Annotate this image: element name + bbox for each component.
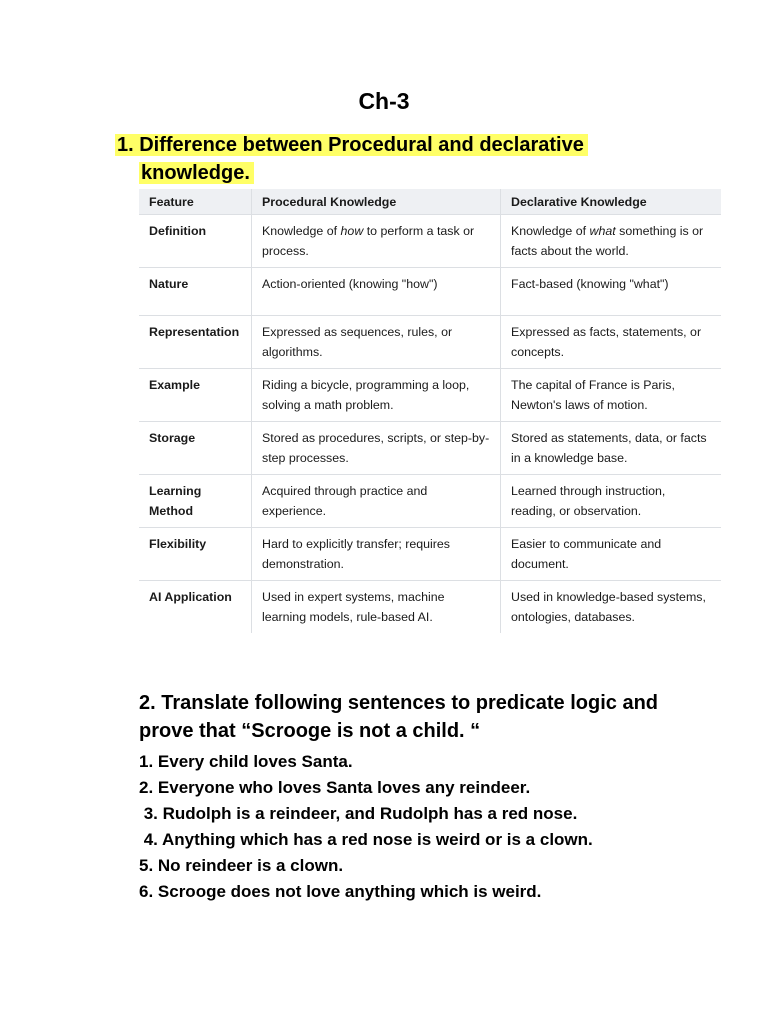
- row-procedural: [252, 215, 501, 268]
- list-item: 5. No reindeer is a clown.: [139, 856, 344, 875]
- row-procedural: Riding a bicycle, programming a loop, solving a math problem.: [252, 369, 501, 422]
- row-procedural: Stored as procedures, scripts, or step-by-step processes.: [252, 422, 501, 475]
- table-row: [139, 422, 721, 475]
- row-declarative: Learned through instruction, reading, or observation.: [501, 475, 722, 528]
- question1-line2: knowledge.: [139, 162, 254, 184]
- list-item: 2. Everyone who loves Santa loves any reindeer.: [139, 778, 531, 797]
- row-feature: Definition: [139, 215, 252, 268]
- table-row: [139, 316, 721, 369]
- text-segment: something is or facts about the world.: [511, 224, 704, 258]
- premise-list: [139, 749, 699, 905]
- row-declarative: Easier to communicate and document.: [501, 528, 722, 581]
- page-title: Ch-3: [358, 88, 410, 114]
- header-feature: Feature: [139, 189, 252, 215]
- question1-line1: 1. Difference between Procedural and declarative: [115, 134, 588, 156]
- table-row: [139, 369, 721, 422]
- row-feature: Nature: [139, 268, 252, 316]
- header-declarative: Declarative Knowledge: [501, 189, 722, 215]
- row-procedural: Acquired through practice and experience.: [252, 475, 501, 528]
- list-item: 3. Rudolph is a reindeer, and Rudolph has a red nose.: [139, 804, 578, 823]
- table-header-row: [139, 189, 721, 215]
- emphasis: what: [589, 224, 616, 238]
- list-item: 1. Every child loves Santa.: [139, 752, 353, 771]
- row-declarative: Fact-based (knowing "what"): [501, 268, 722, 316]
- row-feature: Learning Method: [139, 475, 252, 528]
- table-row: [139, 475, 721, 528]
- header-procedural: Procedural Knowledge: [252, 189, 501, 215]
- row-feature: AI Application: [139, 581, 252, 634]
- row-declarative: [501, 215, 722, 268]
- row-feature: Representation: [139, 316, 252, 369]
- text-segment: Knowledge of: [262, 224, 341, 238]
- emphasis: how: [340, 224, 364, 238]
- row-procedural: Hard to explicitly transfer; requires demonstration.: [252, 528, 501, 581]
- row-declarative: Used in knowledge-based systems, ontologies, databases.: [501, 581, 722, 634]
- row-procedural: Action-oriented (knowing "how"): [252, 268, 501, 316]
- row-procedural: Used in expert systems, machine learning models, rule-based AI.: [252, 581, 501, 634]
- row-declarative: The capital of France is Paris, Newton's laws of motion.: [501, 369, 722, 422]
- question2-section: [139, 689, 699, 905]
- question1-heading: [115, 131, 588, 187]
- list-item: 6. Scrooge does not love anything which is weird.: [139, 882, 542, 901]
- table-row: [139, 581, 721, 634]
- text-segment: Knowledge of: [511, 224, 590, 238]
- list-item: 4. Anything which has a red nose is weird or is a clown.: [139, 830, 593, 849]
- question2-heading: 2. Translate following sentences to predicate logic and prove that “Scrooge is not a child. “: [139, 692, 659, 742]
- row-procedural: Expressed as sequences, rules, or algorithms.: [252, 316, 501, 369]
- text-segment: to perform a task or process.: [262, 224, 475, 258]
- row-declarative: Expressed as facts, statements, or concepts.: [501, 316, 722, 369]
- knowledge-comparison-table: [139, 189, 721, 633]
- row-feature: Storage: [139, 422, 252, 475]
- table-row: [139, 268, 721, 316]
- table-row: [139, 215, 721, 268]
- row-feature: Example: [139, 369, 252, 422]
- row-declarative: Stored as statements, data, or facts in a knowledge base.: [501, 422, 722, 475]
- table-row: [139, 528, 721, 581]
- row-feature: Flexibility: [139, 528, 252, 581]
